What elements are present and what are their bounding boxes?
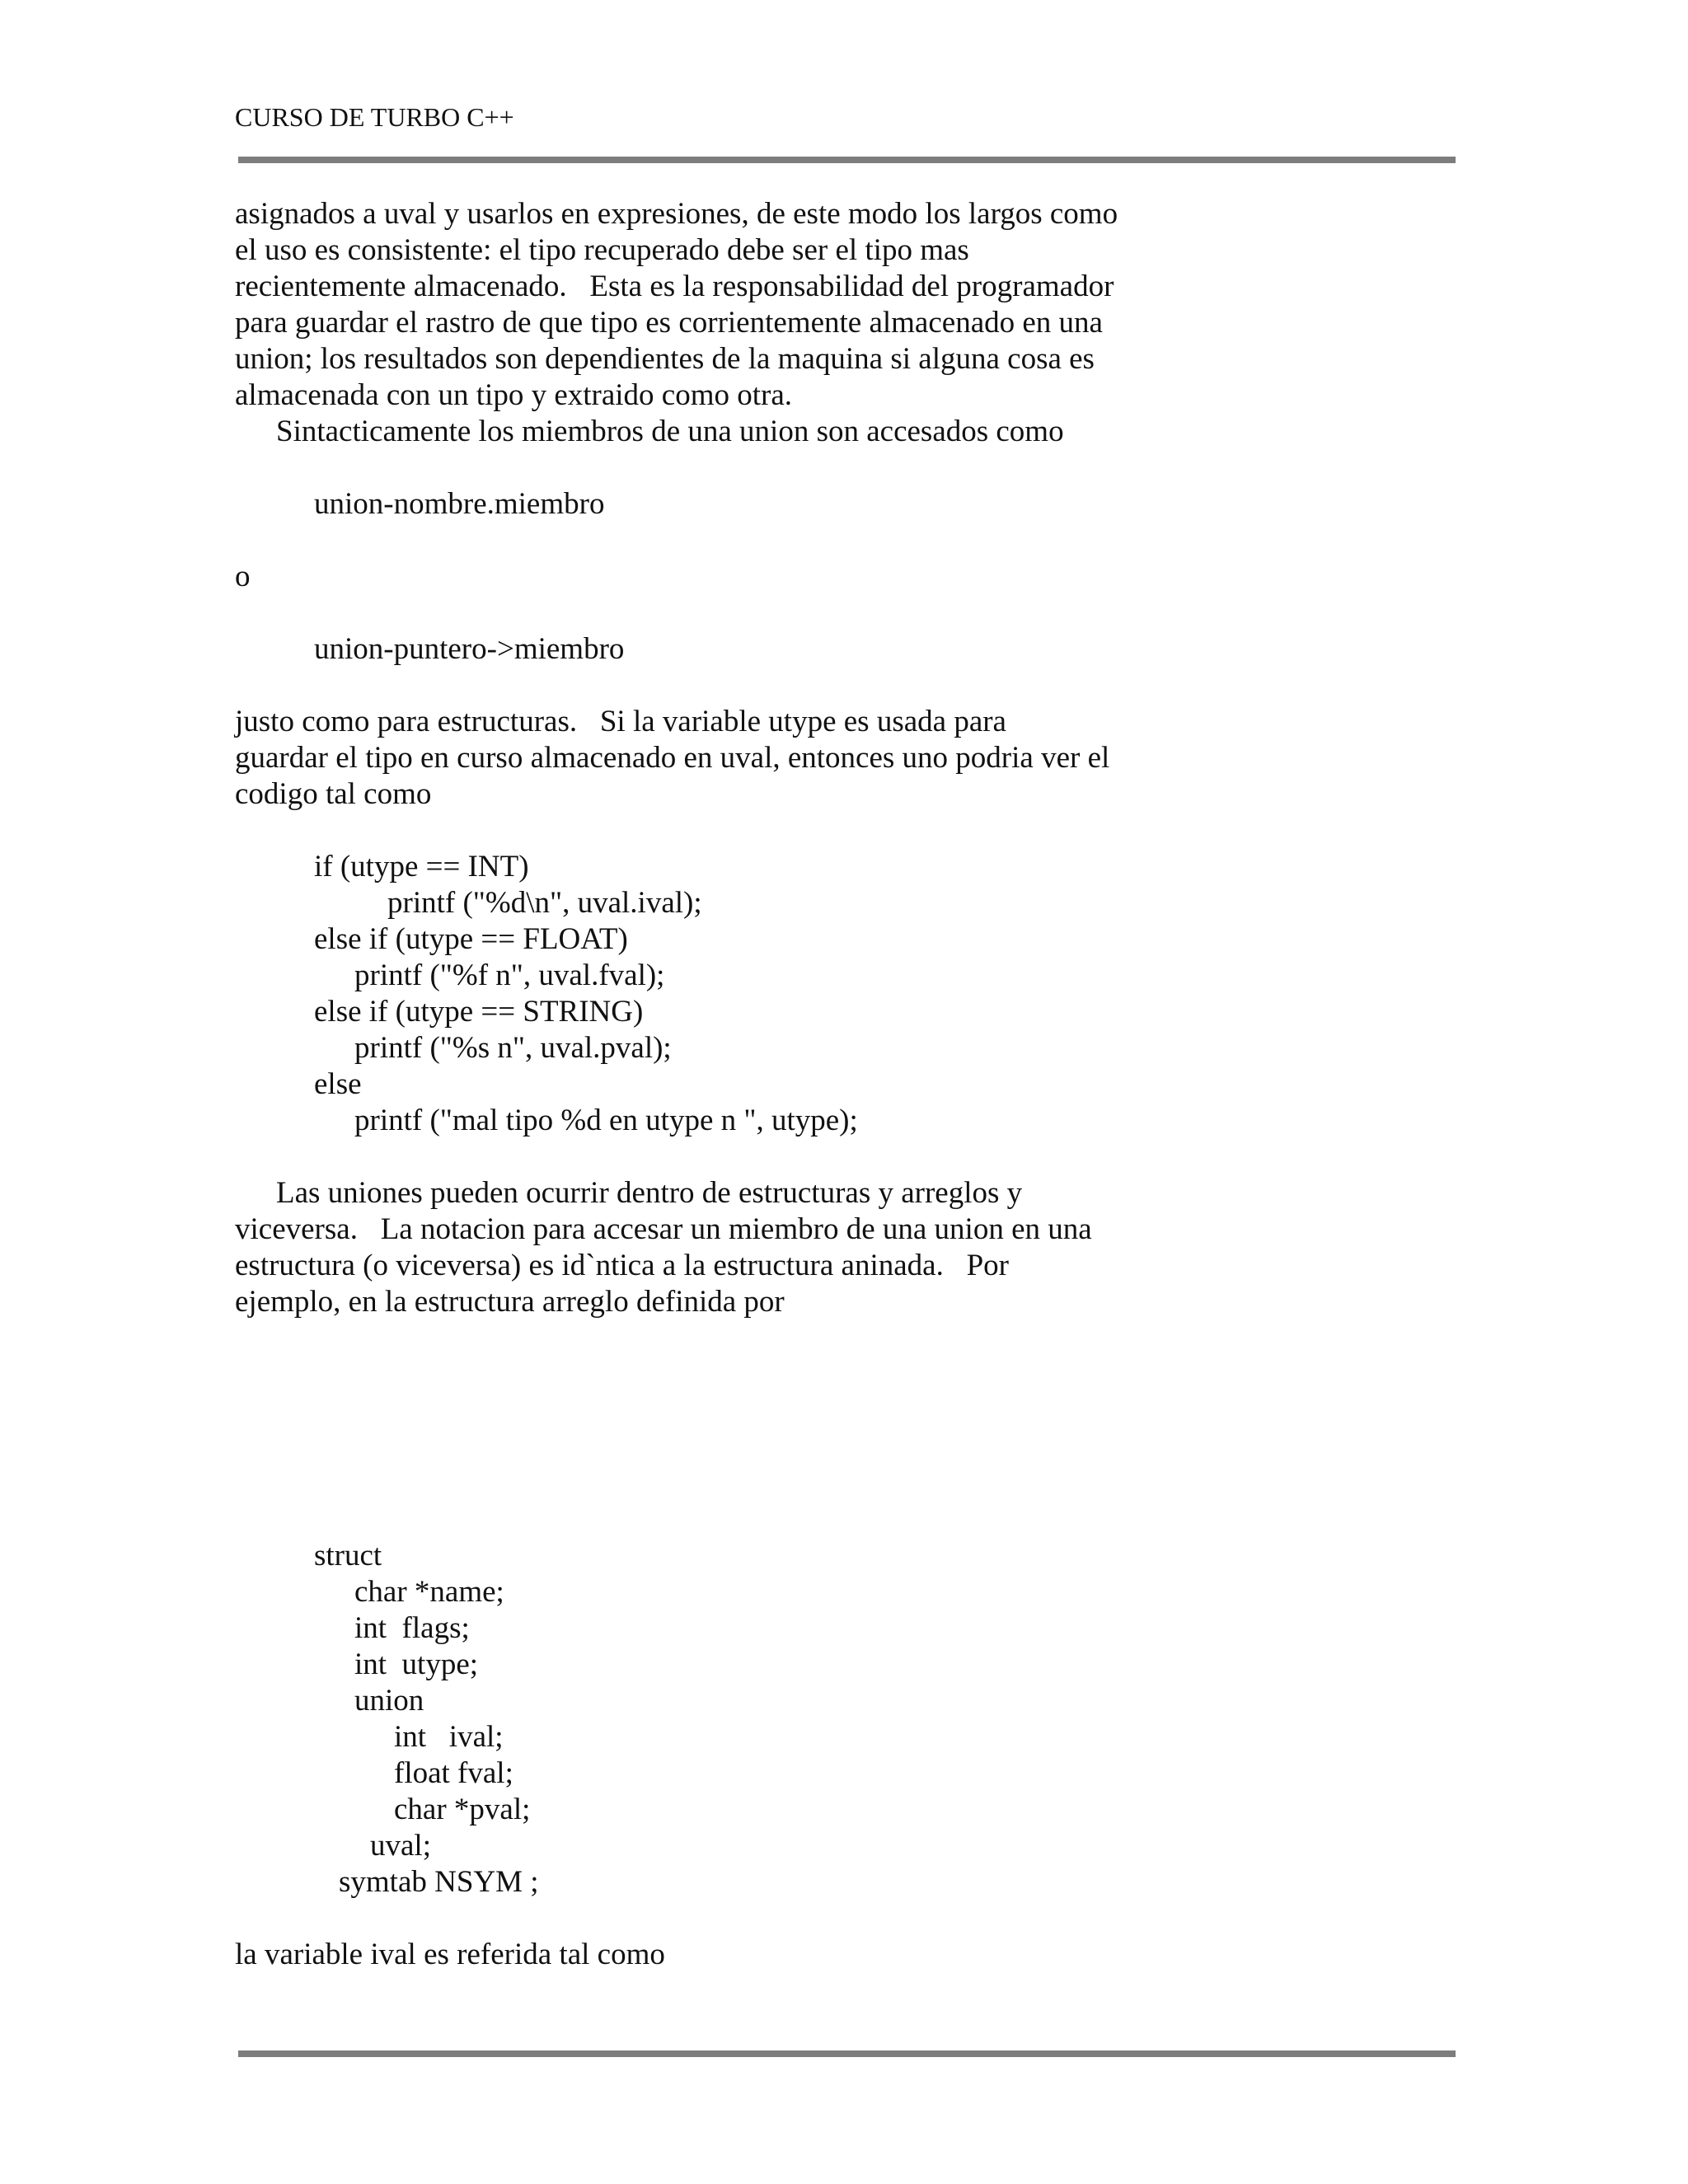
code-line: union-puntero->miembro	[314, 632, 625, 666]
paragraph-line: o	[235, 560, 251, 593]
paragraph-line: estructura (o viceversa) es id`ntica a la estructura aninada. Por	[235, 1249, 1009, 1282]
code-line: union	[354, 1684, 424, 1718]
paragraph-line: guardar el tipo en curso almacenado en uval, entonces uno podria ver el	[235, 741, 1110, 775]
code-line: printf ("%s n", uval.pval);	[354, 1031, 672, 1065]
paragraph-line: ejemplo, en la estructura arreglo definida por	[235, 1285, 785, 1319]
code-line: printf ("%d\n", uval.ival);	[387, 886, 702, 920]
code-line: symtab NSYM ;	[339, 1865, 539, 1899]
paragraph-line: union; los resultados son dependientes de la maquina si alguna cosa es	[235, 342, 1095, 376]
code-line: union-nombre.miembro	[314, 487, 605, 521]
paragraph-line: para guardar el rastro de que tipo es corrientemente almacenado en una	[235, 306, 1103, 340]
paragraph-line: Las uniones pueden ocurrir dentro de estructuras y arreglos y	[276, 1176, 1023, 1210]
header-divider	[238, 157, 1456, 163]
code-line: printf ("%f n", uval.fval);	[354, 958, 665, 992]
paragraph-line: asignados a uval y usarlos en expresiones, de este modo los largos como	[235, 197, 1118, 231]
code-line: char *pval;	[394, 1793, 531, 1826]
paragraph-line: viceversa. La notacion para accesar un miembro de una union en una	[235, 1212, 1092, 1246]
paragraph-line: la variable ival es referida tal como	[235, 1938, 665, 1971]
code-line: uval;	[370, 1829, 431, 1863]
code-line: float fval;	[394, 1756, 513, 1790]
code-line: char *name;	[354, 1575, 504, 1609]
paragraph-line: justo como para estructuras. Si la variable utype es usada para	[235, 705, 1006, 738]
paragraph-line: el uso es consistente: el tipo recuperado debe ser el tipo mas	[235, 233, 969, 267]
code-line: else if (utype == FLOAT)	[314, 922, 628, 956]
paragraph-line: Sintacticamente los miembros de una union son accesados como	[276, 415, 1064, 448]
code-line: else if (utype == STRING)	[314, 995, 644, 1029]
paragraph-line: almacenada con un tipo y extraido como otra.	[235, 378, 793, 412]
code-line: else	[314, 1067, 362, 1101]
code-line: int flags;	[354, 1611, 470, 1645]
page-header-title: CURSO DE TURBO C++	[235, 102, 514, 132]
code-line: struct	[314, 1539, 382, 1572]
code-line: if (utype == INT)	[314, 850, 529, 883]
code-line: printf ("mal tipo %d en utype n ", utype);	[354, 1104, 858, 1137]
paragraph-line: codigo tal como	[235, 777, 432, 811]
paragraph-line: recientemente almacenado. Esta es la responsabilidad del programador	[235, 269, 1114, 303]
code-line: int ival;	[394, 1720, 504, 1754]
footer-divider	[238, 2050, 1456, 2057]
code-line: int utype;	[354, 1647, 479, 1681]
